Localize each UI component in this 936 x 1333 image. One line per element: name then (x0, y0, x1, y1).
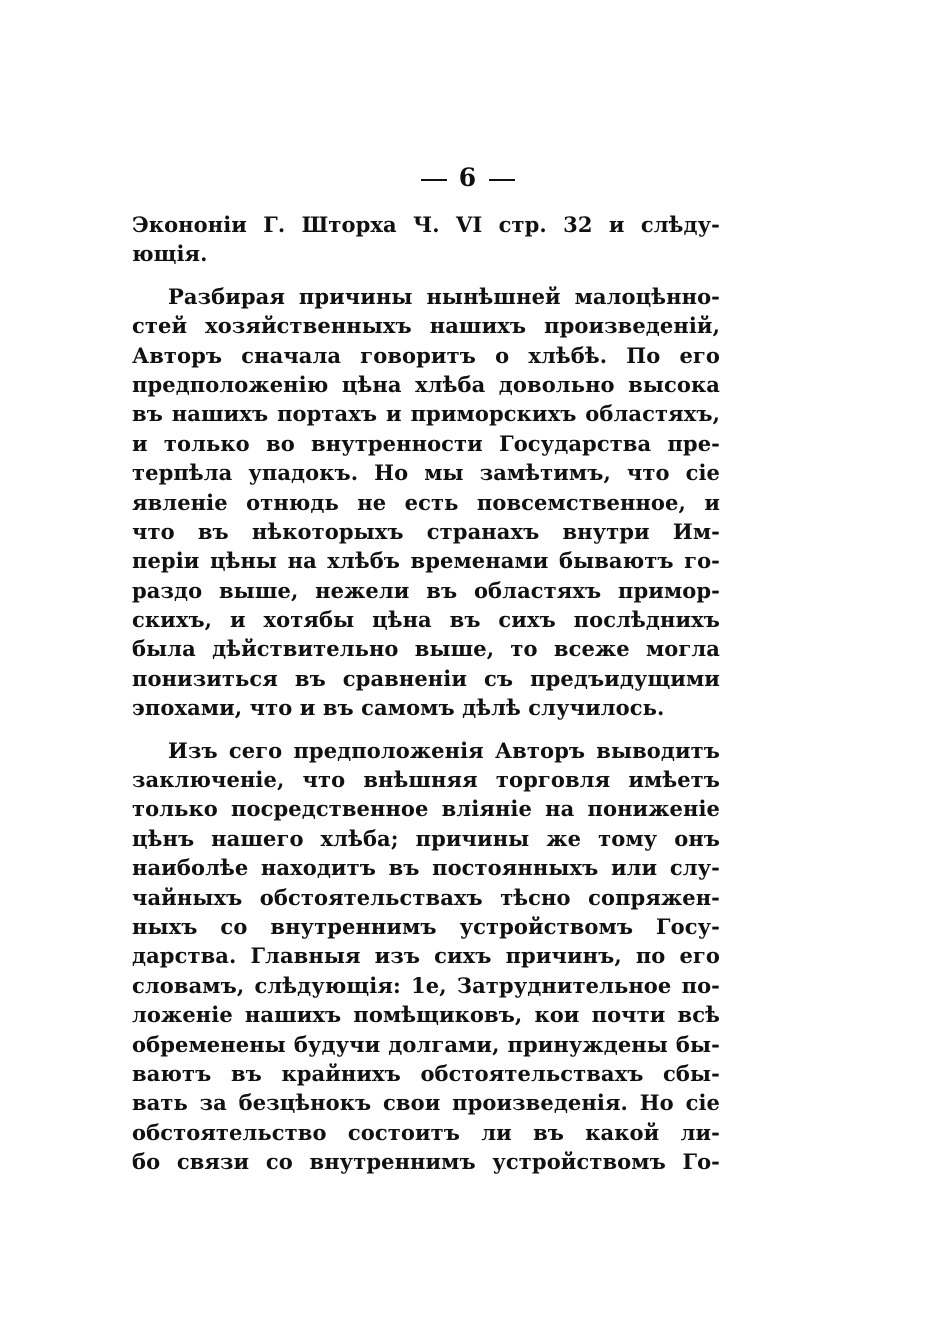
text-line: эпохами, что и въ самомъ дѣлѣ случилось. (132, 695, 665, 721)
text-line: что въ нѣкоторыхъ странахъ внутри Им- (132, 518, 720, 544)
text-line: наиболѣе находитъ въ постоянныхъ или слу- (132, 855, 720, 881)
page-number: 6 (458, 163, 478, 192)
left-dash (421, 179, 447, 181)
text-line: Разбирая причины нынѣшней малоцѣнно- (168, 283, 720, 309)
text-line: цѣнъ нашего хлѣба; причины же тому онъ (132, 825, 720, 851)
text-line: ложеніе нашихъ помѣщиковъ, кои почти всѣ (132, 1002, 720, 1028)
text-line: понизиться въ сравненіи съ предъидущими (132, 665, 720, 691)
text-line: и только во внутренности Государства пре- (132, 430, 720, 456)
text-line: Изъ сего предположенія Авторъ выводитъ (168, 737, 720, 763)
text-line: только посредственное вліяніе на пониженіе (132, 796, 720, 822)
text-line: заключеніе, что внѣшняя торговля имѣетъ (132, 767, 720, 793)
text-line: чайныхъ обстоятельствахъ тѣсно сопряжен- (132, 884, 720, 910)
text-line: стей хозяйственныхъ нашихъ произведеній, (132, 313, 720, 339)
text-line: ныхъ со внутреннимъ устройствомъ Госу- (132, 913, 720, 939)
text-line: скихъ, и хотябы цѣна въ сихъ послѣднихъ (132, 607, 720, 633)
text-line: была дѣйствительно выше, то всеже могла (132, 636, 720, 662)
text-line: раздо выше, нежели въ областяхъ примор- (132, 577, 720, 603)
page-number-header (0, 163, 936, 193)
text-line: ющія. (132, 241, 208, 267)
text-line: обременены будучи долгами, принуждены бы- (132, 1031, 720, 1057)
text-line: періи цѣны на хлѣбъ временами бываютъ го- (132, 548, 720, 574)
text-line: дарства. Главныя изъ сихъ причинъ, по его (132, 943, 720, 969)
text-line: въ нашихъ портахъ и приморскихъ областяхъ, (132, 401, 720, 427)
text-line: ваютъ въ крайнихъ обстоятельствахъ сбы- (132, 1060, 720, 1086)
text-line: обстоятельство состоитъ ли въ какой ли- (132, 1119, 720, 1145)
text-line: Экононіи Г. Шторха Ч. VI стр. 32 и слѣду- (132, 212, 720, 237)
paragraph-1 (132, 210, 720, 269)
body-text (132, 210, 720, 1177)
paragraph-3 (132, 736, 720, 1177)
text-line: вать за безцѣнокъ свои произведенія. Но сіе (132, 1090, 720, 1116)
right-dash (489, 179, 515, 181)
text-line: бо связи со внутреннимъ устройствомъ Го- (132, 1149, 720, 1175)
text-line: словамъ, слѣдующія: 1е, Затруднительное по- (132, 972, 720, 998)
text-line: явленіе отнюдь не есть повсемственное, и (132, 489, 720, 515)
text-line: предположенію цѣна хлѣба довольно высока (132, 371, 720, 397)
paragraph-2 (132, 282, 720, 723)
text-line: Авторъ сначала говоритъ о хлѣбѣ. По его (132, 342, 720, 368)
text-line: терпѣла упадокъ. Но мы замѣтимъ, что сіе (132, 460, 720, 486)
